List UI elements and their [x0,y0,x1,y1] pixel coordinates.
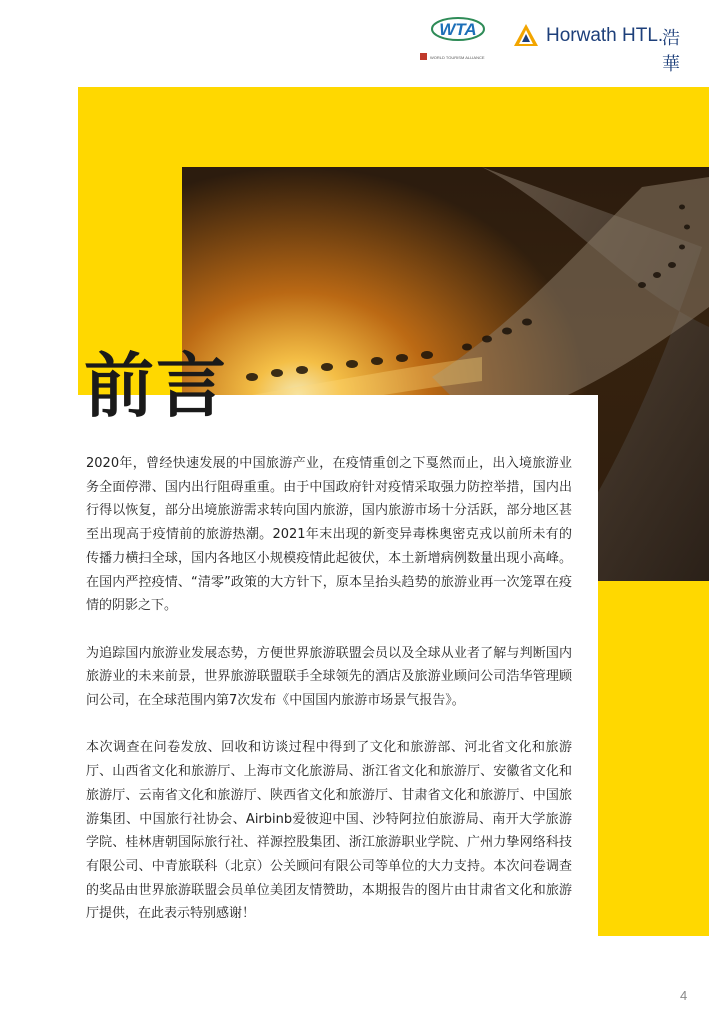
page-number: 4 [680,988,688,1003]
horwath-triangle-icon [512,22,540,50]
paragraph-3: 本次调查在问卷发放、回收和访谈过程中得到了文化和旅游部、河北省文化和旅游厅、山西省文化和旅游厅、上海市文化旅游局、浙江省文化和旅游厅、安徽省文化和旅游厅、云南省文化和旅游厅、陕西省文化和旅游厅、甘肃省文化和旅游厅、中国旅游集团、中国旅行社协会、Airbinb爱彼迎中国、沙特阿拉伯旅游局、南开大学旅游学院、桂林唐朝国际旅行社、祥源控股集团、浙江旅游职业学院、广州力挚网络科技有限公司、中青旅联科（北京）公关顾问有限公司等单位的大力支持。本次问卷调查的奖品由世界旅游联盟会员单位美团友情赞助，本期报告的图片由甘肃省文化和旅游厅提供，在此表示特别感谢！ [86,740,572,922]
paragraph-2: 为追踪国内旅游业发展态势，方便世界旅游联盟会员以及全球从业者了解与判断国内旅游业的未来前景，世界旅游联盟联手全球领先的酒店及旅游业顾问公司浩华管理顾问公司，在全球范围内第7次发布《中国国内旅游市场景气报告》。 [86,645,572,709]
page-title: 前言 [84,345,228,427]
paragraph-1: 2020年，曾经快速发展的中国旅游产业，在疫情重创之下戛然而止，出入境旅游业务全面停滞、国内出行阻碍重重。由于中国政府针对疫情采取强力防控举措，国内出行得以恢复，部分出境旅游需求转向国内旅游，国内旅游市场十分活跃，部分地区甚至出现高于疫情前的旅游热潮。2021年末出现的新变异毒株奥密克戎以前所未有的传播力横扫全球，国内各地区小规模疫情此起彼伏，本土新增病例数量出现小高峰。在国内严控疫情、“清零”政策的大方针下，原本呈抬头趋势的旅游业再一次笼罩在疫情的阴影之下。 [86,456,572,614]
wta-logo-mark: WTA [439,20,477,39]
preface-body [86,452,572,950]
horwath-chinese-name: 浩華 [662,28,680,75]
wta-logo [418,14,494,64]
horwath-name: Horwath HTL. [546,25,664,46]
horwath-htl-logo [512,22,692,75]
wta-logo-name: WORLD TOURISM ALLIANCE [430,55,485,60]
